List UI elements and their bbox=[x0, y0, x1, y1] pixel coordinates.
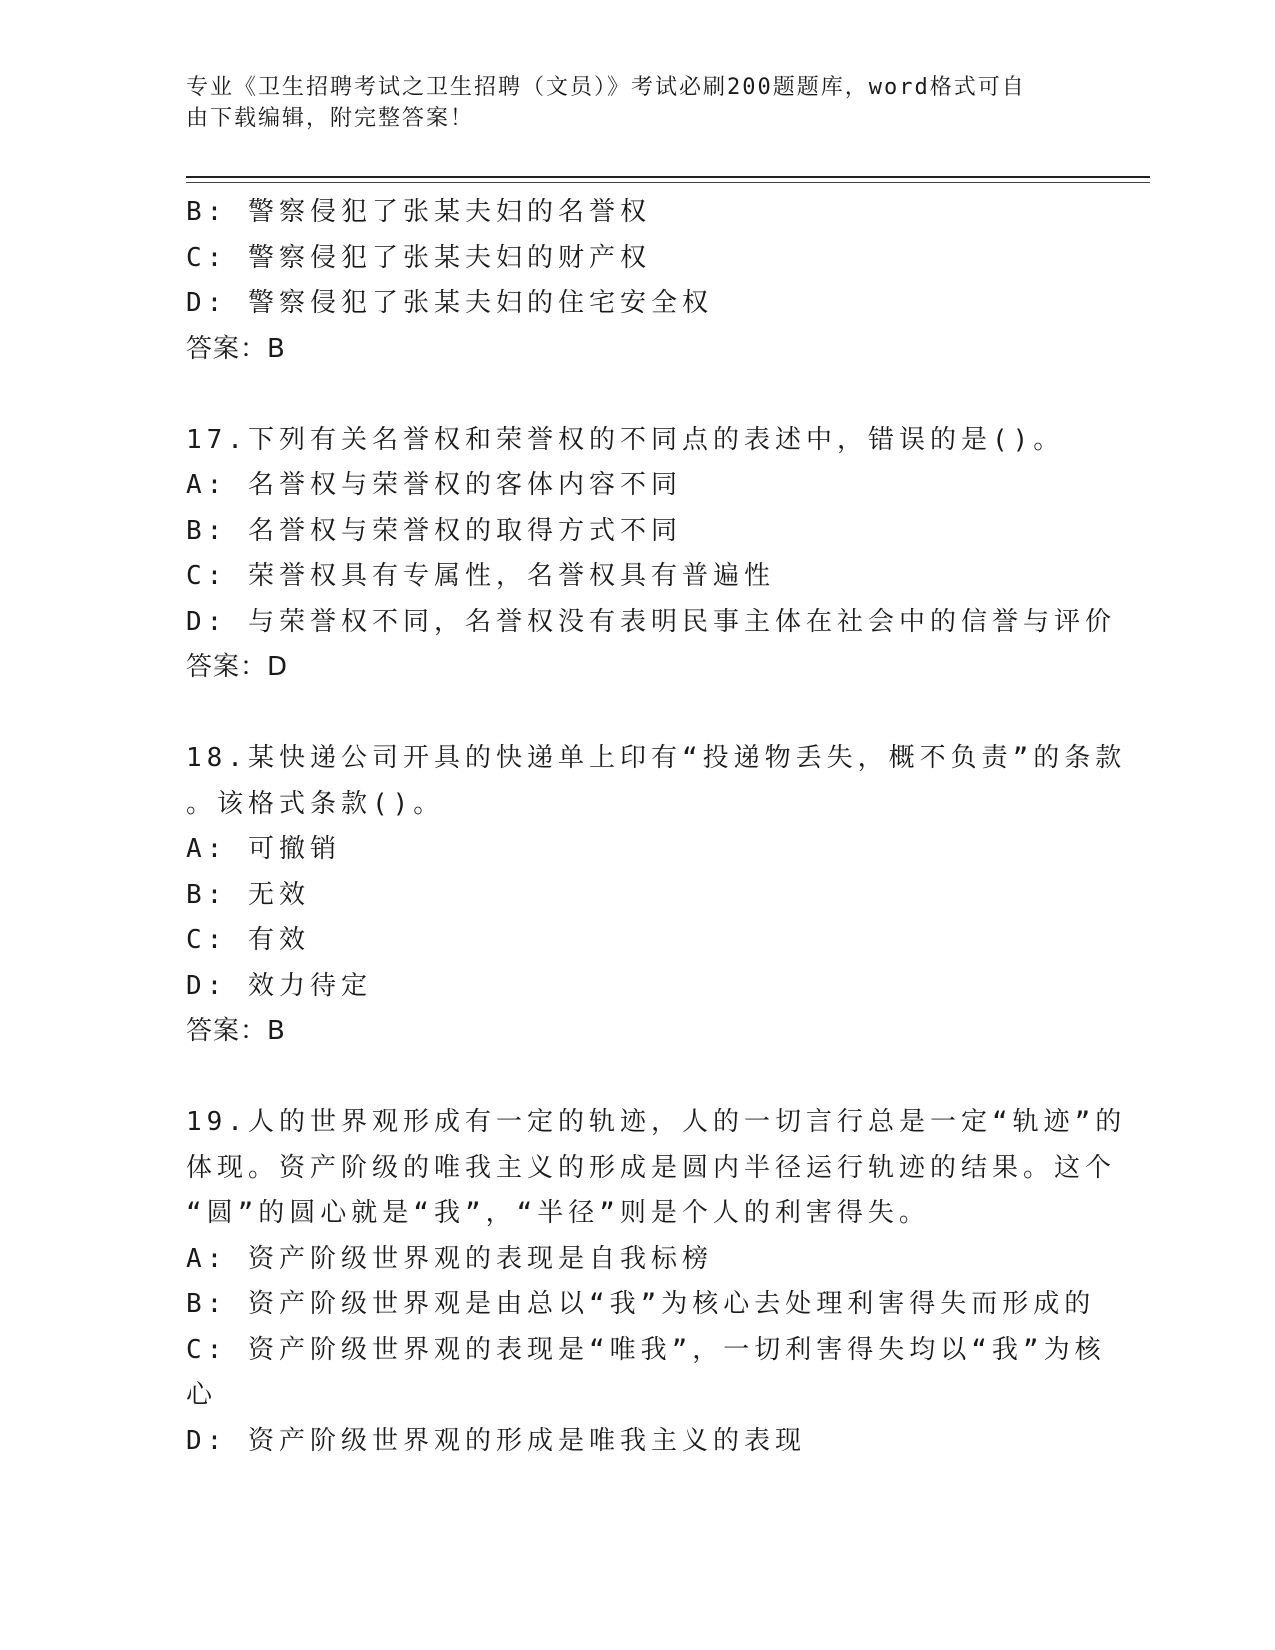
q18-option-c: C: 有效 bbox=[186, 925, 310, 955]
document-header bbox=[186, 72, 1066, 134]
q16-option-d: D: 警察侵犯了张某夫妇的住宅安全权 bbox=[186, 288, 713, 318]
q17-option-b: B: 名誉权与荣誉权的取得方式不同 bbox=[186, 515, 682, 546]
q18-option-d: D: 效力待定 bbox=[186, 970, 372, 1001]
header-divider-thin bbox=[186, 182, 1150, 183]
spacer bbox=[186, 372, 1076, 418]
q19-stem-line-2: 体现。资产阶级的唯我主义的形成是圆内半径运行轨迹的结果。这个 bbox=[186, 1152, 1117, 1183]
q17-option-d: D: 与荣誉权不同，名誉权没有表明民事主体在社会中的信誉与评价 bbox=[186, 606, 1116, 637]
q17-option-a: A: 名誉权与荣誉权的客体内容不同 bbox=[186, 470, 682, 500]
q18-answer: 答案：B bbox=[186, 1016, 286, 1046]
q17-option-c: C: 荣誉权具有专属性，名誉权具有普遍性 bbox=[186, 561, 775, 591]
question-17-block bbox=[186, 418, 1116, 691]
spacer bbox=[186, 691, 1076, 737]
q19-option-b: B: 资产阶级世界观是由总以“我”为核心去处理利害得失而形成的 bbox=[186, 1289, 1096, 1319]
q19-option-a: A: 资产阶级世界观的表现是自我标榜 bbox=[186, 1243, 713, 1274]
question-content bbox=[186, 190, 1127, 1464]
q19-option-c-line-1: C: 资产阶级世界观的表现是“唯我”，一切利害得失均以“我”为核 bbox=[186, 1334, 1106, 1365]
q19-option-c-line-2: 心 bbox=[186, 1380, 218, 1410]
q19-stem-line-1: 19.人的世界观形成有一定的轨迹，人的一切言行总是一定“轨迹”的 bbox=[186, 1107, 1127, 1137]
q19-stem-line-3: “圆”的圆心就是“我”，“半径”则是个人的利害得失。 bbox=[186, 1198, 930, 1228]
spacer bbox=[186, 1055, 1076, 1101]
q17-stem: 17.下列有关名誉权和荣誉权的不同点的表述中，错误的是()。 bbox=[186, 424, 1065, 455]
q16-option-c: C: 警察侵犯了张某夫妇的财产权 bbox=[186, 242, 651, 273]
question-16-block bbox=[186, 190, 1076, 372]
question-18-block bbox=[186, 736, 1127, 1055]
q18-option-a: A: 可撤销 bbox=[186, 834, 341, 864]
q18-stem-line-1: 18.某快递公司开具的快递单上印有“投递物丢失，概不负责”的条款 bbox=[186, 743, 1127, 773]
q19-option-d: D: 资产阶级世界观的形成是唯我主义的表现 bbox=[186, 1425, 806, 1456]
q18-stem-line-2: 。该格式条款()。 bbox=[186, 788, 445, 819]
q18-option-b: B: 无效 bbox=[186, 879, 310, 910]
question-19-block bbox=[186, 1100, 1127, 1464]
header-line-2: 由下载编辑，附完整答案！ bbox=[186, 106, 475, 131]
q17-answer: 答案：D bbox=[186, 652, 289, 682]
q16-answer: 答案：B bbox=[186, 333, 286, 364]
header-divider-thick bbox=[186, 176, 1150, 178]
header-line-1: 专业《卫生招聘考试之卫生招聘（文员）》考试必刷200题题库，word格式可自 bbox=[186, 75, 1026, 100]
q16-option-b: B: 警察侵犯了张某夫妇的名誉权 bbox=[186, 197, 651, 227]
